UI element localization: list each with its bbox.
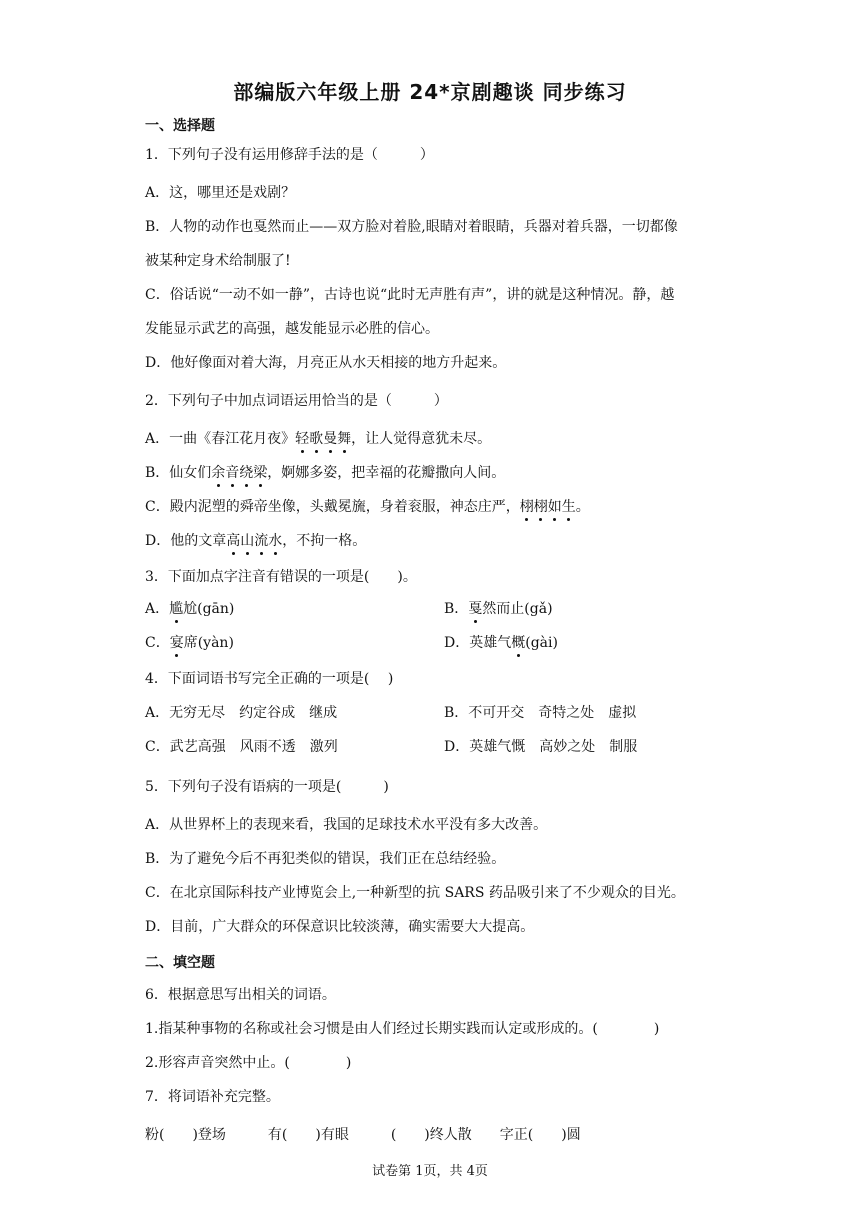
option-text: 然而止(gǎ) — [482, 601, 553, 617]
page-footer: 试卷第 1页，共 4页 — [372, 1164, 488, 1179]
dotted-char: 音 — [225, 465, 240, 481]
dotted-char: 曼 — [323, 431, 338, 447]
option-text: 尬(gān) — [183, 601, 235, 617]
question-4-stem: 4．下面词语书写完全正确的一项是( ) — [145, 671, 394, 687]
option-text: C．殿内泥塑的舜帝坐像，头戴冕旒，身着衮服，神态庄严， — [145, 499, 520, 515]
option-text: ，不拘一格。 — [282, 533, 367, 549]
question-1-option-d: D．他好像面对着大海，月亮正从水天相接的地方升起来。 — [145, 355, 507, 371]
question-5-option-b: B．为了避免今后不再犯类似的错误，我们正在总结经验。 — [145, 851, 506, 867]
question-4-option-a: A．无穷无尽 约定谷成 继成 — [145, 705, 338, 721]
question-2-option-a — [145, 430, 491, 448]
dotted-char: 绕 — [239, 465, 254, 481]
question-5-stem: 5．下列句子没有语病的一项是( ) — [145, 779, 389, 795]
question-6-stem: 6．根据意思写出相关的词语。 — [145, 987, 336, 1003]
option-text: B． — [444, 601, 469, 617]
dotted-char: 高 — [226, 533, 241, 549]
option-text: A．一曲《春江花月夜》 — [145, 431, 296, 447]
dotted-char: 梁 — [253, 465, 268, 481]
question-6-item-1: 1.指某种事物的名称或社会习惯是由人们经过长期实践而认定或形成的。( ) — [145, 1021, 660, 1037]
option-text: B．仙女们 — [145, 465, 212, 481]
question-2-option-c — [145, 498, 590, 516]
option-text: (gài) — [525, 635, 558, 651]
question-3-option-d — [444, 634, 558, 652]
page-title: 部编版六年级上册 24*京剧趣谈 同步练习 — [233, 80, 627, 104]
option-text: 席(yàn) — [183, 635, 234, 651]
question-2-option-b — [145, 464, 505, 482]
question-1-option-b-line1: B．人物的动作也戛然而止——双方脸对着脸,眼睛对着眼睛，兵器对着兵器，一切都像 — [145, 219, 678, 235]
dotted-char: 轻 — [295, 431, 310, 447]
question-1-option-b-line2: 被某种定身术给制服了! — [145, 253, 291, 269]
dotted-char: 栩 — [533, 499, 548, 515]
dotted-char: 歌 — [309, 431, 324, 447]
dotted-char: 尴 — [169, 601, 184, 617]
question-3-option-b — [444, 600, 553, 618]
question-4-option-d: D．英雄气慨 高妙之处 制服 — [444, 739, 638, 755]
option-text: ，婀娜多姿，把幸福的花瓣撒向人间。 — [267, 465, 506, 481]
option-text: A． — [145, 601, 170, 617]
question-3-stem: 3．下面加点字注音有错误的一项是( )。 — [145, 569, 417, 585]
question-3-option-c — [145, 634, 234, 652]
question-5-option-a: A．从世界杯上的表现来看，我国的足球技术水平没有多大改善。 — [145, 817, 548, 833]
dotted-char: 戛 — [468, 601, 483, 617]
option-text: 。 — [575, 499, 590, 515]
dotted-char: 宴 — [169, 635, 184, 651]
option-text: C． — [145, 635, 170, 651]
question-7-stem: 7．将词语补充完整。 — [145, 1089, 280, 1105]
question-4-option-c: C．武艺高强 风雨不透 激列 — [145, 739, 338, 755]
dotted-char: 山 — [240, 533, 255, 549]
question-2-stem: 2．下列句子中加点词语运用恰当的是（ ） — [145, 393, 448, 409]
section-heading-choice: 一、选择题 — [145, 118, 215, 134]
question-3-option-a — [145, 600, 234, 618]
question-5-option-c: C．在北京国际科技产业博览会上,一种新型的抗 SARS 药品吸引来了不少观众的目光。 — [145, 885, 685, 901]
question-1-option-c-line2: 发能显示武艺的高强，越发能显示必胜的信心。 — [145, 321, 439, 337]
section-heading-fill: 二、填空题 — [145, 955, 215, 971]
question-5-option-d: D．目前，广大群众的环保意识比较淡薄，确实需要大大提高。 — [145, 919, 535, 935]
dotted-char: 舞 — [337, 431, 352, 447]
dotted-char: 栩 — [519, 499, 534, 515]
question-1-stem: 1．下列句子没有运用修辞手法的是（ ） — [145, 147, 434, 163]
question-6-item-2: 2.形容声音突然中止。( ) — [145, 1055, 352, 1071]
option-text: ，让人觉得意犹未尽。 — [351, 431, 492, 447]
dotted-char: 水 — [268, 533, 283, 549]
question-1-option-c-line1: C．俗话说“一动不如一静”，古诗也说“此时无声胜有声”，讲的就是这种情况。静，越 — [145, 287, 675, 303]
dotted-char: 流 — [254, 533, 269, 549]
dotted-char: 如 — [547, 499, 562, 515]
dotted-char: 生 — [561, 499, 576, 515]
dotted-char: 余 — [211, 465, 226, 481]
dotted-char: 概 — [511, 635, 526, 651]
question-7-words: 粉( )登场 有( )有眼 ( )终人散 字正( )圆 — [145, 1127, 581, 1143]
question-4-option-b: B．不可开交 奇特之处 虚拟 — [444, 705, 637, 721]
question-1-option-a: A．这，哪里还是戏剧？ — [145, 185, 296, 201]
option-text: D．他的文章 — [145, 533, 227, 549]
option-text: D．英雄气 — [444, 635, 512, 651]
question-2-option-d — [145, 532, 366, 550]
